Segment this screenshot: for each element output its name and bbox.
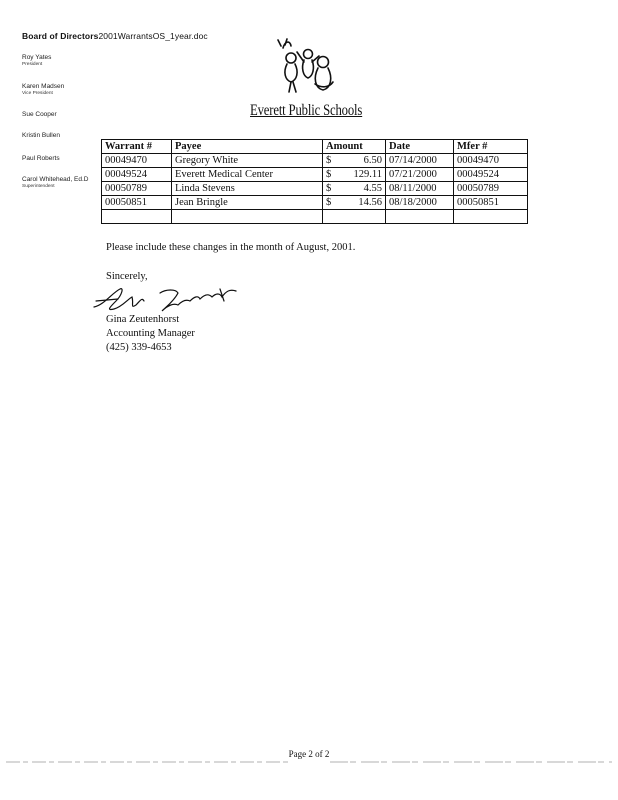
currency-symbol: $	[326, 182, 332, 194]
date-cell: 07/14/2000	[386, 154, 454, 168]
table-row	[102, 154, 528, 168]
amount-value: 129.11	[353, 168, 382, 180]
amount-cell	[323, 154, 386, 168]
body-text: Please include these changes in the month of August, 2001.	[106, 242, 356, 253]
board-member-name: Carol Whitehead, Ed.D	[22, 176, 89, 183]
board-member-name: Kristin Bullen	[22, 132, 60, 139]
mfer-cell: 00049470	[454, 154, 528, 168]
board-member-role: Vice President	[22, 91, 53, 96]
board-member-role: President	[22, 62, 43, 67]
amount-cell	[323, 168, 386, 182]
date-cell: 07/21/2000	[386, 168, 454, 182]
district-logo	[250, 38, 362, 126]
board-member	[22, 176, 88, 190]
table-row	[102, 210, 528, 224]
warrant-cell	[102, 210, 172, 224]
currency-symbol: $	[326, 168, 332, 180]
board-of-directors-label: Board of Directors	[22, 31, 99, 41]
table-header-row	[102, 140, 528, 154]
amount-value: 14.56	[358, 196, 382, 208]
warrant-cell: 00049524	[102, 168, 172, 182]
warrant-cell: 00049470	[102, 154, 172, 168]
payee-cell: Gregory White	[172, 154, 323, 168]
signer-phone: (425) 339-4653	[106, 342, 172, 353]
date-cell: 08/11/2000	[386, 182, 454, 196]
column-header-date: Date	[386, 140, 454, 154]
signer-title: Accounting Manager	[106, 328, 195, 339]
board-member-name: Roy Yates	[22, 54, 52, 61]
header-filename: 2001WarrantsOS_1year.doc	[98, 31, 208, 41]
board-member	[22, 83, 64, 97]
closing-salutation: Sincerely,	[106, 271, 148, 282]
district-name: Everett Public Schools	[250, 102, 363, 119]
currency-symbol: $	[326, 154, 332, 166]
table-row	[102, 168, 528, 182]
board-member-name: Sue Cooper	[22, 111, 57, 118]
board-member	[22, 111, 57, 118]
board-member-role: Superintendent	[22, 184, 55, 189]
warrant-table	[101, 139, 528, 224]
payee-cell: Everett Medical Center	[172, 168, 323, 182]
column-header-warrant: Warrant #	[102, 140, 172, 154]
date-cell: 08/18/2000	[386, 196, 454, 210]
warrant-cell: 00050789	[102, 182, 172, 196]
payee-cell	[172, 210, 323, 224]
amount-value: 4.55	[363, 182, 382, 194]
payee-cell: Linda Stevens	[172, 182, 323, 196]
warrant-cell: 00050851	[102, 196, 172, 210]
column-header-amount: Amount	[323, 140, 386, 154]
date-cell	[386, 210, 454, 224]
board-member	[22, 54, 51, 68]
mfer-cell: 00050851	[454, 196, 528, 210]
page-number: Page 2 of 2	[288, 749, 330, 759]
amount-cell	[323, 182, 386, 196]
amount-cell	[323, 196, 386, 210]
column-header-payee: Payee	[172, 140, 323, 154]
handwritten-signature	[90, 285, 250, 315]
mfer-cell: 00049524	[454, 168, 528, 182]
table-row	[102, 196, 528, 210]
mfer-cell: 00050789	[454, 182, 528, 196]
column-header-mfer: Mfer #	[454, 140, 528, 154]
currency-symbol: $	[326, 196, 332, 208]
mfer-cell	[454, 210, 528, 224]
amount-cell	[323, 210, 386, 224]
board-member	[22, 155, 60, 162]
scan-artifact-line	[0, 760, 618, 764]
board-member-name: Paul Roberts	[22, 155, 60, 162]
signer-name: Gina Zeutenhorst	[106, 314, 180, 325]
signature-block	[106, 313, 195, 355]
board-member	[22, 132, 60, 139]
children-figures-logo-icon	[275, 38, 337, 94]
board-member-name: Karen Madsen	[22, 83, 65, 90]
table-row	[102, 182, 528, 196]
amount-value: 6.50	[363, 154, 382, 166]
payee-cell: Jean Bringle	[172, 196, 323, 210]
document-header	[22, 31, 208, 41]
